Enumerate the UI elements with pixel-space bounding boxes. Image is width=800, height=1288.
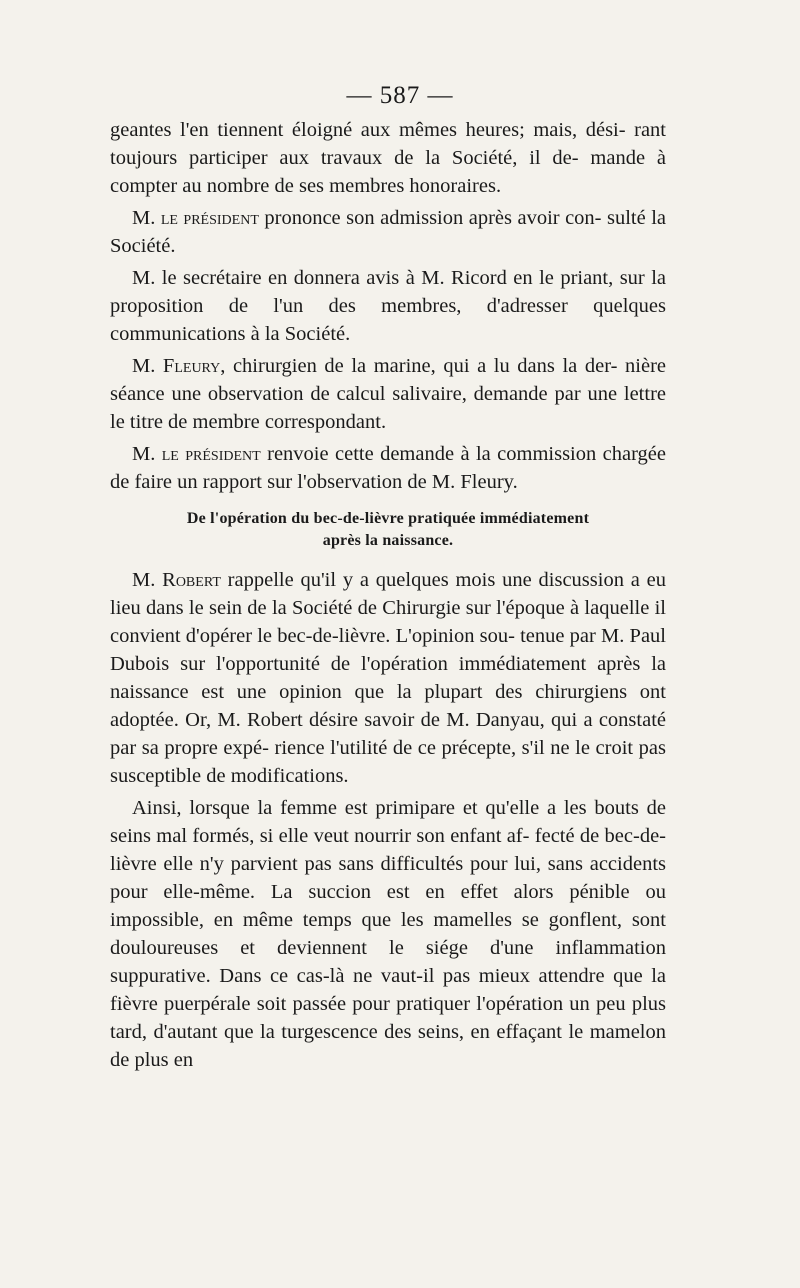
page-number: — 587 — (346, 82, 454, 109)
speaker-name: M. le président (132, 443, 261, 465)
paragraph-text: prononce son admission après avoir con- sulté la Société. (110, 207, 666, 257)
paragraph-fleury-request (110, 352, 666, 436)
article-section (110, 566, 666, 1078)
paragraph-president-admission (110, 204, 666, 260)
paragraph-secretary-notice: M. le secrétaire en donnera avis à M. Ricord en le priant, sur la proposition de l'un des membres, d'adresser quelques communications à la Société. (110, 267, 666, 345)
speaker-name: M. le président (132, 207, 259, 229)
section-heading-line1: De l'opération du bec-de-lièvre pratiquée immédiatement (186, 510, 590, 527)
section-heading (110, 508, 666, 552)
paragraph-robert-question (110, 566, 666, 790)
paragraph-text: , chirurgien de la marine, qui a lu dans la der- nière séance une observation de calcul salivaire, demande par une lettre le titre de membre correspondant. (110, 355, 666, 433)
minutes-section (110, 116, 666, 500)
paragraph-president-referral (110, 440, 666, 496)
section-heading-line2: après la naissance. (322, 532, 454, 549)
paragraph-primipare-case: Ainsi, lorsque la femme est primipare et qu'elle a les bouts de seins mal formés, si elle veut nourrir son enfant af- fecté de bec-de-lièvre elle n'y parvient pas sans difficultés pour lui, sans accidents pour elle-même. La succion est en effet alors pénible ou impossible, en même temps que les mamelles se gonflent, sont douloureuses et deviennent le siége d'une inflammation suppurative. Dans ce cas-là ne vaut-il pas mieux attendre que la fièvre puerpérale soit passée pour pratiquer l'opération un peu plus tard, d'autant que la turgescence des seins, en effaçant le mamelon de plus en (110, 797, 666, 1071)
paragraph-text: renvoie cette demande à la commission chargée de faire un rapport sur l'observation de M. Fleury. (110, 443, 667, 493)
paragraph-honorary-membership: geantes l'en tiennent éloigné aux mêmes heures; mais, dési- rant toujours participer aux travaux de la Société, il de- mande à compter au nombre de ses membres honoraires. (110, 119, 666, 197)
paragraph-text: rappelle qu'il y a quelques mois une discussion a eu lieu dans le sein de la Société de Chirurgie sur l'époque à laquelle il convient d'opérer le bec-de-lièvre. L'opinion sou- tenue par M. Paul Dubois sur l'opportunité de l'opération immédiatement après la naissance est une opinion que la plupart des chirurgiens ont adoptée. Or, M. Robert désire savoir de M. Danyau, qui a constaté par sa propre expé- rience l'utilité de ce précepte, s'il ne le croit pas susceptible de modifications. (110, 569, 666, 787)
speaker-name: M. Fleury (132, 355, 221, 377)
speaker-name: M. Robert (132, 569, 221, 591)
